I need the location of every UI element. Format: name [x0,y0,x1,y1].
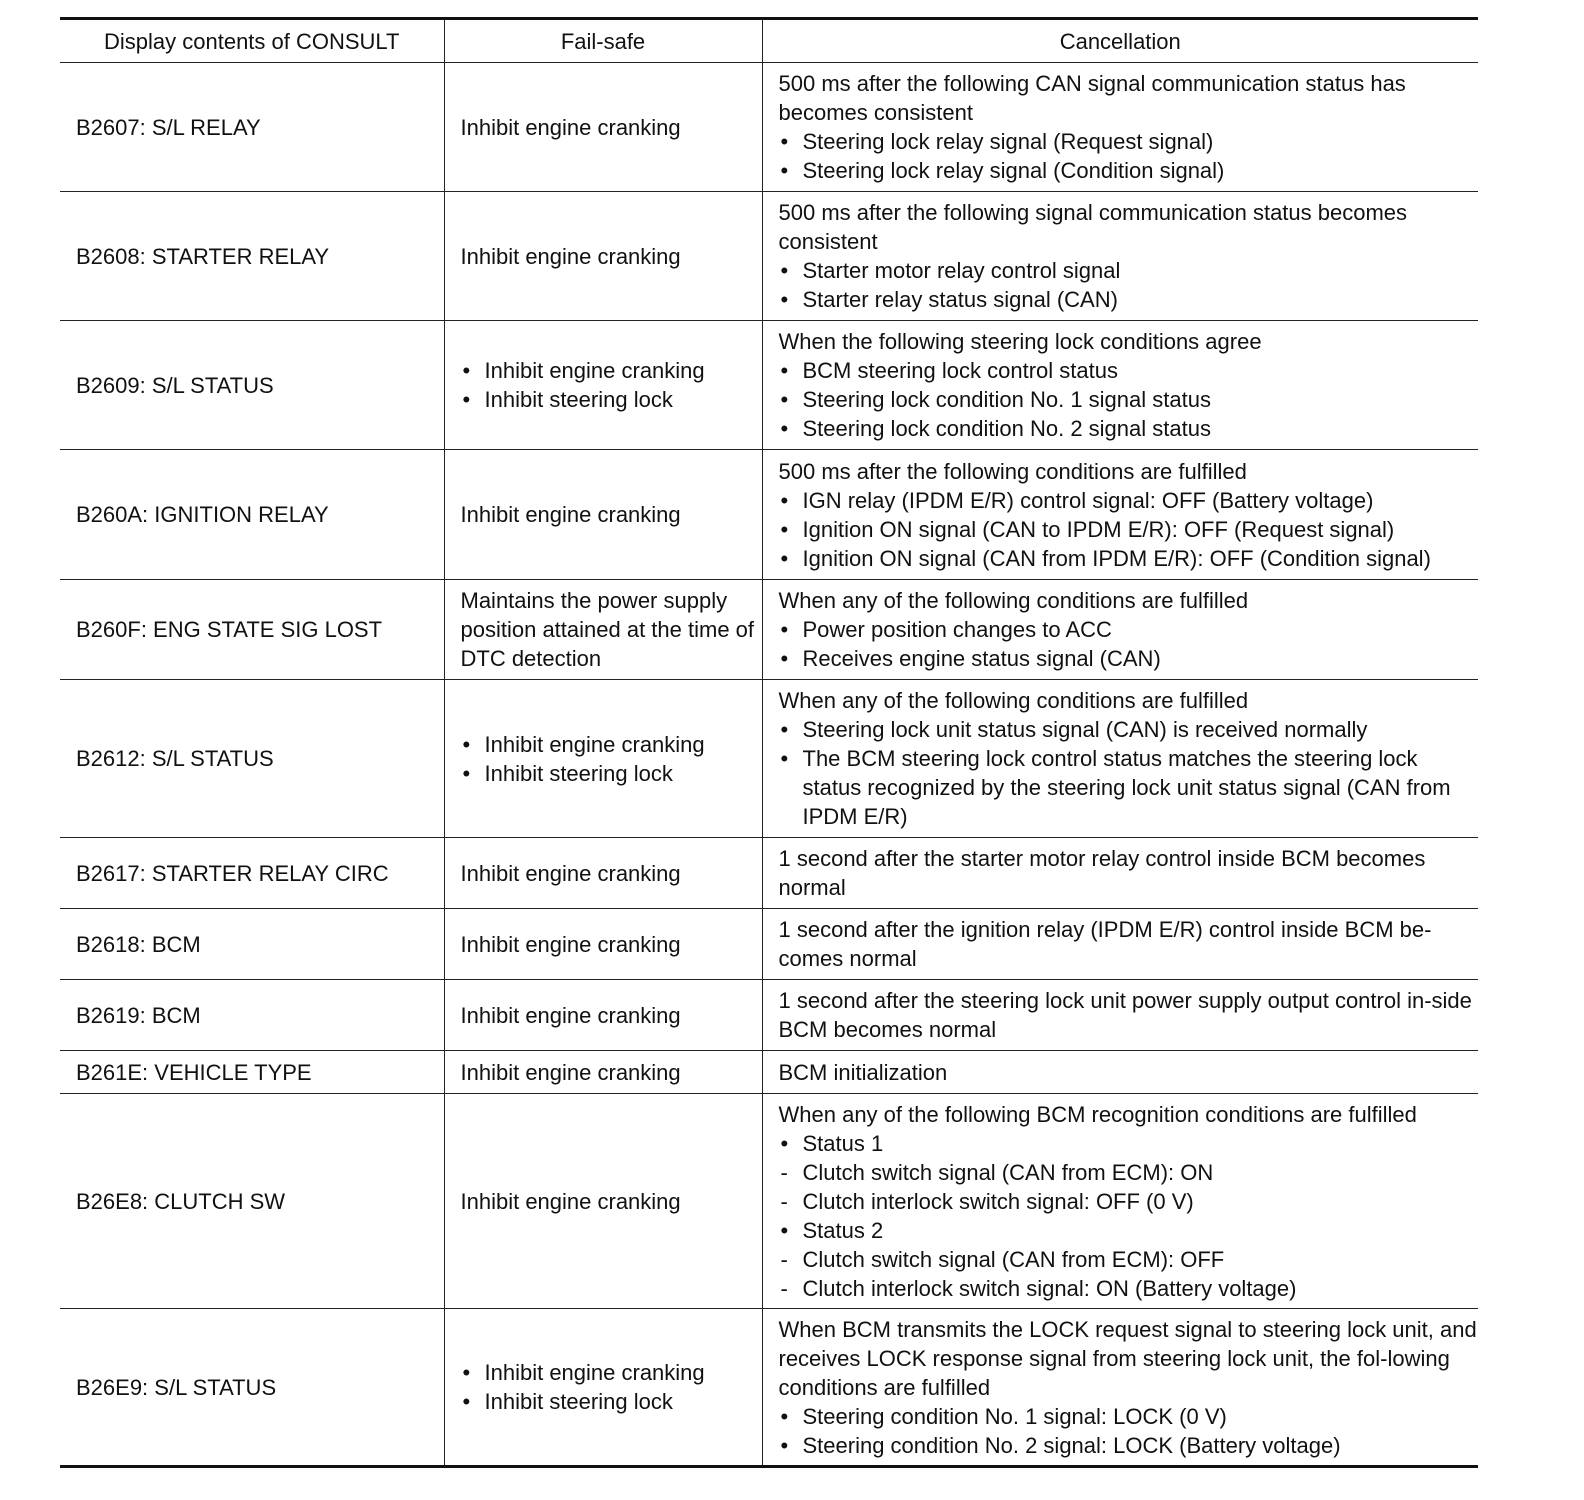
table-row [60,1309,1478,1467]
cancellation-intro: 500 ms after the following conditions are fulfilled [778,458,1247,484]
table-row [60,909,1478,980]
display-contents-cell: B2609: S/L STATUS [60,321,444,450]
cancellation-list [779,615,1479,673]
fail-safe-cell [444,63,762,192]
fail-safe-text: Inhibit engine cranking [460,931,681,957]
cancellation-list [779,256,1479,314]
cancellation-cell [762,63,1478,192]
cancellation-cell [762,1309,1478,1467]
cancellation-item: - Clutch interlock switch signal: ON (Battery voltage) [779,1274,1479,1303]
table-row [60,321,1478,450]
fail-safe-item: • Inhibit steering lock [461,385,762,414]
cancellation-item: - Clutch switch signal (CAN from ECM): ON [779,1158,1479,1187]
cancellation-list [779,127,1479,185]
fail-safe-text: Inhibit engine cranking [460,114,681,140]
fail-safe-text: Inhibit engine cranking [460,1002,681,1028]
fail-safe-item: • Inhibit engine cranking [461,356,762,385]
header-fail-safe: Fail-safe [444,19,762,63]
display-contents-cell: B2619: BCM [60,980,444,1051]
fail-safe-cell [444,580,762,680]
cancellation-list [779,715,1479,831]
cancellation-item: • Ignition ON signal (CAN from IPDM E/R): OFF (Condition signal) [779,544,1479,573]
cancellation-item: • Status 1 [779,1129,1479,1158]
cancellation-intro: When BCM transmits the LOCK request signal to steering lock unit, and receives LOCK response signal from steering lock unit, the fol-lowing conditions are fulfilled [778,1316,1477,1400]
cancellation-list [779,486,1479,573]
table-header-row [60,19,1478,63]
display-contents-cell: B2618: BCM [60,909,444,980]
cancellation-item: • Starter motor relay control signal [779,256,1479,285]
display-contents-cell: B26E9: S/L STATUS [60,1309,444,1467]
cancellation-cell [762,580,1478,680]
table-row [60,192,1478,321]
table-row [60,680,1478,838]
cancellation-item: - Clutch switch signal (CAN from ECM): OFF [779,1245,1479,1274]
cancellation-intro: 500 ms after the following CAN signal communication status has becomes consistent [778,71,1406,125]
cancellation-item: • Power position changes to ACC [779,615,1479,644]
cancellation-intro: When any of the following conditions are fulfilled [778,588,1249,613]
display-contents-cell: B260F: ENG STATE SIG LOST [60,580,444,680]
cancellation-cell [762,680,1478,838]
display-contents-cell: B2612: S/L STATUS [60,680,444,838]
display-contents-cell: B260A: IGNITION RELAY [60,450,444,580]
table-row [60,450,1478,580]
fail-safe-cell [444,1309,762,1467]
cancellation-item: • Steering lock relay signal (Condition signal) [779,156,1479,185]
cancellation-intro: 1 second after the starter motor relay control inside BCM becomes normal [778,846,1426,900]
fail-safe-text: Inhibit engine cranking [460,860,681,886]
table-row [60,1051,1478,1094]
table-row [60,1094,1478,1309]
cancellation-item: • Ignition ON signal (CAN to IPDM E/R): OFF (Request signal) [779,515,1479,544]
display-contents-cell: B26E8: CLUTCH SW [60,1094,444,1309]
header-display-contents: Display contents of CONSULT [60,19,444,63]
cancellation-intro: 1 second after the ignition relay (IPDM E/R) control inside BCM be-comes normal [778,917,1432,971]
cancellation-item: • Steering lock relay signal (Request signal) [779,127,1479,156]
cancellation-cell [762,1094,1478,1309]
cancellation-intro: When the following steering lock conditions agree [778,329,1262,354]
cancellation-cell [762,909,1478,980]
fail-safe-list [461,1358,762,1416]
fail-safe-list [461,730,762,788]
fail-safe-cell [444,450,762,580]
display-contents-cell: B2617: STARTER RELAY CIRC [60,838,444,909]
fail-safe-text: Inhibit engine cranking [460,1059,681,1085]
cancellation-item: • Steering lock unit status signal (CAN) is received normally [779,715,1479,744]
table-body [60,63,1478,1467]
cancellation-intro: BCM initialization [778,1059,948,1085]
cancellation-cell [762,980,1478,1051]
cancellation-cell [762,450,1478,580]
fail-safe-cell [444,980,762,1051]
display-contents-cell: B2607: S/L RELAY [60,63,444,192]
fail-safe-text: Inhibit engine cranking [460,502,681,527]
cancellation-intro: 500 ms after the following signal communication status becomes consistent [778,200,1408,254]
cancellation-item: • BCM steering lock control status [779,356,1479,385]
cancellation-cell [762,838,1478,909]
cancellation-item: • Steering condition No. 2 signal: LOCK (Battery voltage) [779,1431,1479,1460]
cancellation-list [779,1402,1479,1460]
cancellation-item: • Steering lock condition No. 1 signal status [779,385,1479,414]
cancellation-list [779,356,1479,443]
fail-safe-item: • Inhibit engine cranking [461,730,762,759]
header-cancellation: Cancellation [762,19,1478,63]
fail-safe-cell [444,192,762,321]
fail-safe-cell [444,909,762,980]
display-contents-cell: B2608: STARTER RELAY [60,192,444,321]
cancellation-cell [762,321,1478,450]
cancellation-intro: 1 second after the steering lock unit power supply output control in-side BCM becomes normal [778,988,1472,1042]
fail-safe-cell [444,1094,762,1309]
fail-safe-item: • Inhibit steering lock [461,759,762,788]
cancellation-intro: When any of the following conditions are fulfilled [778,688,1249,713]
cancellation-cell [762,192,1478,321]
cancellation-item: • Starter relay status signal (CAN) [779,285,1479,314]
cancellation-item: - Clutch interlock switch signal: OFF (0 V) [779,1187,1479,1216]
cancellation-item: • IGN relay (IPDM E/R) control signal: OFF (Battery voltage) [779,486,1479,515]
fail-safe-item: • Inhibit steering lock [461,1387,762,1416]
table-row [60,63,1478,192]
fail-safe-item: • Inhibit engine cranking [461,1358,762,1387]
cancellation-item: • Steering lock condition No. 2 signal status [779,414,1479,443]
cancellation-item: • The BCM steering lock control status matches the steering lock status recognized by the steering lock unit status signal (CAN from IPDM E/R) [779,744,1479,831]
cancellation-intro: When any of the following BCM recognition conditions are fulfilled [778,1101,1417,1127]
fail-safe-cell [444,321,762,450]
display-contents-cell: B261E: VEHICLE TYPE [60,1051,444,1094]
fail-safe-list [461,356,762,414]
table-row [60,838,1478,909]
table-row [60,980,1478,1051]
cancellation-cell [762,1051,1478,1094]
cancellation-item: • Status 2 [779,1216,1479,1245]
fail-safe-cell [444,680,762,838]
fail-safe-cell [444,838,762,909]
fail-safe-cell [444,1051,762,1094]
cancellation-item: • Receives engine status signal (CAN) [779,644,1479,673]
fail-safe-text: Maintains the power supply position attained at the time of DTC detection [460,588,755,671]
table-row [60,580,1478,680]
cancellation-item: • Steering condition No. 1 signal: LOCK (0 V) [779,1402,1479,1431]
dtc-fail-safe-table [60,17,1478,1468]
cancellation-list [779,1129,1479,1303]
fail-safe-text: Inhibit engine cranking [460,243,681,269]
fail-safe-text: Inhibit engine cranking [460,1188,681,1214]
